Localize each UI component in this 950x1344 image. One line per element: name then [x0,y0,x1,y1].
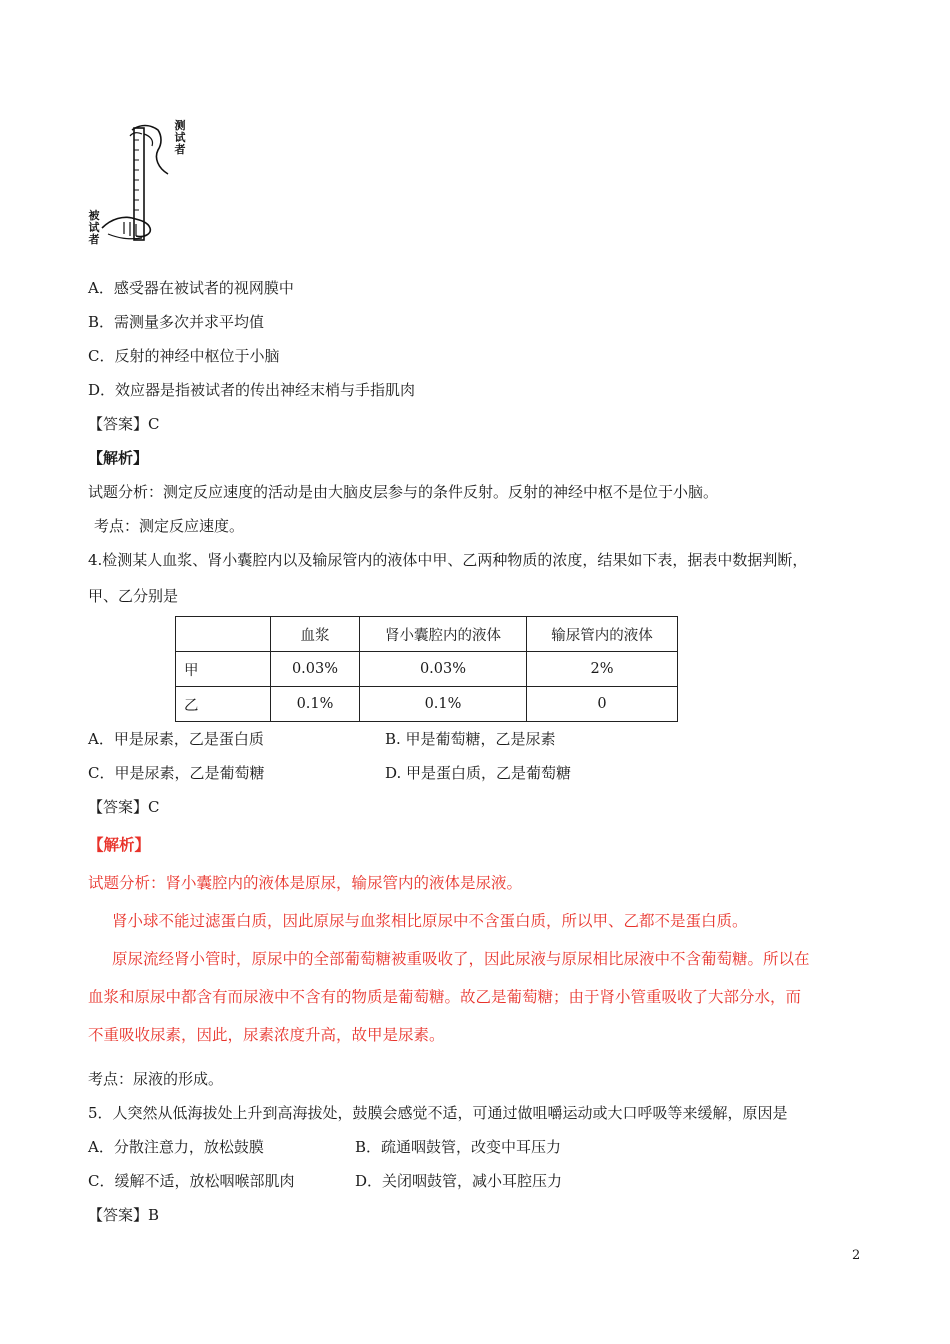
table-cell: 0.1% [360,687,527,722]
table-cell: 0.03% [271,652,360,687]
q4-option-c: C．甲是尿素，乙是葡萄糖 [88,764,265,782]
q4-analysis-line: 血浆和原尿中都含有而尿液中不含有的物质是葡萄糖。故乙是葡萄糖；由于肾小管重吸收了大部分水，而 [88,988,802,1006]
subject-label [88,210,100,246]
table-header-cell: 肾小囊腔内的液体 [360,617,527,652]
q4-analysis-line: 不重吸收尿素，因此，尿素浓度升高，故甲是尿素。 [88,1026,445,1044]
table-cell: 0.1% [271,687,360,722]
table-cell: 0 [527,687,678,722]
subject-label-text: 被 试 者 [88,209,100,246]
q3-option-a: A．感受器在被试者的视网膜中 [88,279,294,297]
q4-stem-line2: 甲、乙分别是 [88,587,179,605]
q4-option-d: D. 甲是蛋白质，乙是葡萄糖 [385,764,572,782]
table-row [176,652,678,687]
q4-analysis-line: 试题分析：肾小囊腔内的液体是原尿，输尿管内的液体是尿液。 [88,874,523,892]
q4-answer: 【答案】C [88,798,160,816]
q5-option-a: A．分散注意力，放松鼓膜 [88,1138,264,1156]
table-header-row [176,617,678,652]
table-cell: 2% [527,652,678,687]
ruler-figure [88,118,198,253]
q5-option-d: D．关闭咽鼓管，减小耳腔压力 [355,1172,563,1190]
q3-kaodian: 考点：测定反应速度。 [94,517,245,535]
table-row [176,687,678,722]
q4-analysis-line: 原尿流经肾小管时，原尿中的全部葡萄糖被重吸收了，因此尿液与原尿相比尿液中不含葡萄糖。所以在 [112,950,810,968]
tester-label-text: 测 试 者 [174,119,186,156]
q3-option-d: D．效应器是指被试者的传出神经末梢与手指肌肉 [88,381,416,399]
q3-answer: 【答案】C [88,415,160,433]
q4-stem-line1: 4.检测某人血浆、肾小囊腔内以及输尿管内的液体中甲、乙两种物质的浓度，结果如下表，据表中数据判断， [88,551,808,569]
q3-analysis-text: 试题分析：测定反应速度的活动是由大脑皮层参与的条件反射。反射的神经中枢不是位于小脑。 [88,483,719,501]
table-header-cell: 输尿管内的液体 [527,617,678,652]
tester-label [174,120,186,156]
table-header-cell [176,617,271,652]
q3-option-c: C．反射的神经中枢位于小脑 [88,347,280,365]
table-header-cell: 血浆 [271,617,360,652]
q5-option-c: C．缓解不适，放松咽喉部肌肉 [88,1172,295,1190]
q3-analysis-title: 【解析】 [88,449,149,467]
q4-kaodian: 考点：尿液的形成。 [88,1070,224,1088]
q4-option-b: B. 甲是葡萄糖，乙是尿素 [385,730,556,748]
table-cell: 乙 [176,687,271,722]
q4-analysis-title: 【解析】 [88,836,151,854]
table-cell: 0.03% [360,652,527,687]
q5-option-b: B．疏通咽鼓管，改变中耳压力 [355,1138,562,1156]
page-number: 2 [852,1248,861,1263]
q4-analysis-line: 肾小球不能过滤蛋白质，因此原尿与血浆相比原尿中不含蛋白质，所以甲、乙都不是蛋白质。 [112,912,748,930]
q3-option-b: B．需测量多次并求平均值 [88,313,265,331]
q5-answer: 【答案】B [88,1206,160,1224]
q5-stem: 5．人突然从低海拔处上升到高海拔处，鼓膜会感觉不适，可通过做咀嚼运动或大口呼吸等来缓解，原因是 [88,1104,788,1122]
q4-option-a: A．甲是尿素，乙是蛋白质 [88,730,264,748]
table-cell: 甲 [176,652,271,687]
concentration-table [175,616,678,722]
